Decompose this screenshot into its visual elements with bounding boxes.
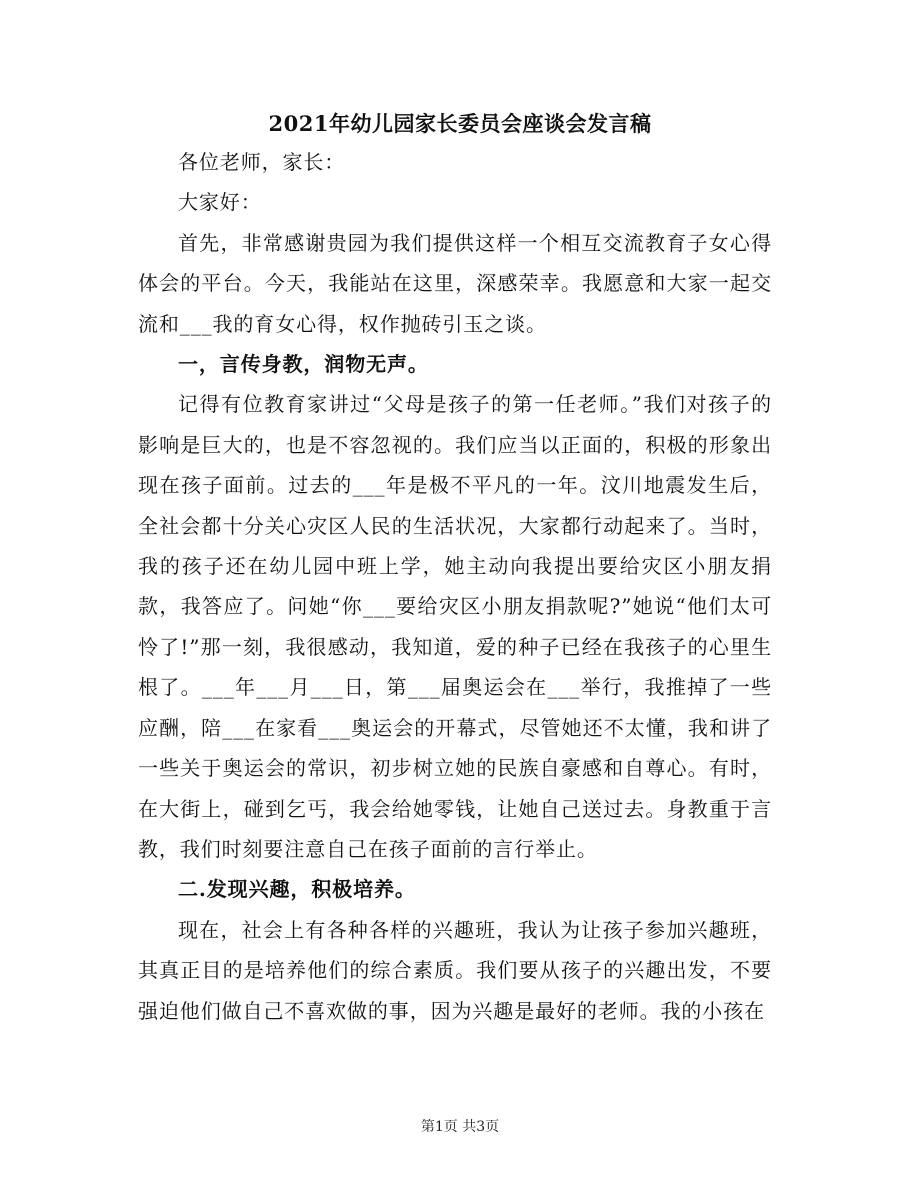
page-number-footer: 第1页 共3页 bbox=[420, 1119, 500, 1135]
document-title: 2021年幼儿园家长委员会座谈会发言稿 bbox=[268, 111, 652, 136]
salutation-paragraph: 大家好： bbox=[178, 190, 262, 215]
intro-paragraph: 首先，非常感谢贵园为我们提供这样一个相互交流教育子女心得体会的平台。今天，我能站在这里，深感荣幸。我愿意和大家一起交流和___我的育女心得，权作抛砖引玉之谈。 bbox=[138, 230, 772, 336]
section-heading-1: 一，言传身教，润物无声。 bbox=[178, 352, 429, 377]
section-heading-2: 二.发现兴趣，积极培养。 bbox=[178, 877, 416, 902]
document-body bbox=[138, 142, 772, 1031]
section-1-paragraph: 记得有位教育家讲过“父母是孩子的第一任老师。”我们对孩子的影响是巨大的，也是不容忽视的。我们应当以正面的，积极的形象出现在孩子面前。过去的___年是极不平凡的一年。汶川地震发生后，全社会都十分关心灾区人民的生活状况，大家都行动起来了。当时，我的孩子还在幼儿园中班上学，她主动向我提出要给灾区小朋友捐款，我答应了。问她“你___要给灾区小朋友捐款呢?”她说“他们太可怜了!”那一刻，我很感动，我知道，爱的种子已经在我孩子的心里生根了。___年___月___日，第___届奥运会在___举行，我推掉了一些应酬，陪___在家看___奥运会的开幕式，尽管她还不太懂，我和讲了一些关于奥运会的常识，初步树立她的民族自豪感和自尊心。有时，在大街上，碰到乞丐，我会给她零钱，让她自己送过去。身教重于言教，我们时刻要注意自己在孩子面前的言行举止。 bbox=[138, 392, 772, 861]
section-2-paragraph: 现在，社会上有各种各样的兴趣班，我认为让孩子参加兴趣班，其真正目的是培养他们的综合素质。我们要从孩子的兴趣出发，不要强迫他们做自己不喜欢做的事，因为兴趣是最好的老师。我的小孩在 bbox=[138, 917, 772, 1023]
greeting-paragraph: 各位老师，家长： bbox=[178, 150, 346, 174]
